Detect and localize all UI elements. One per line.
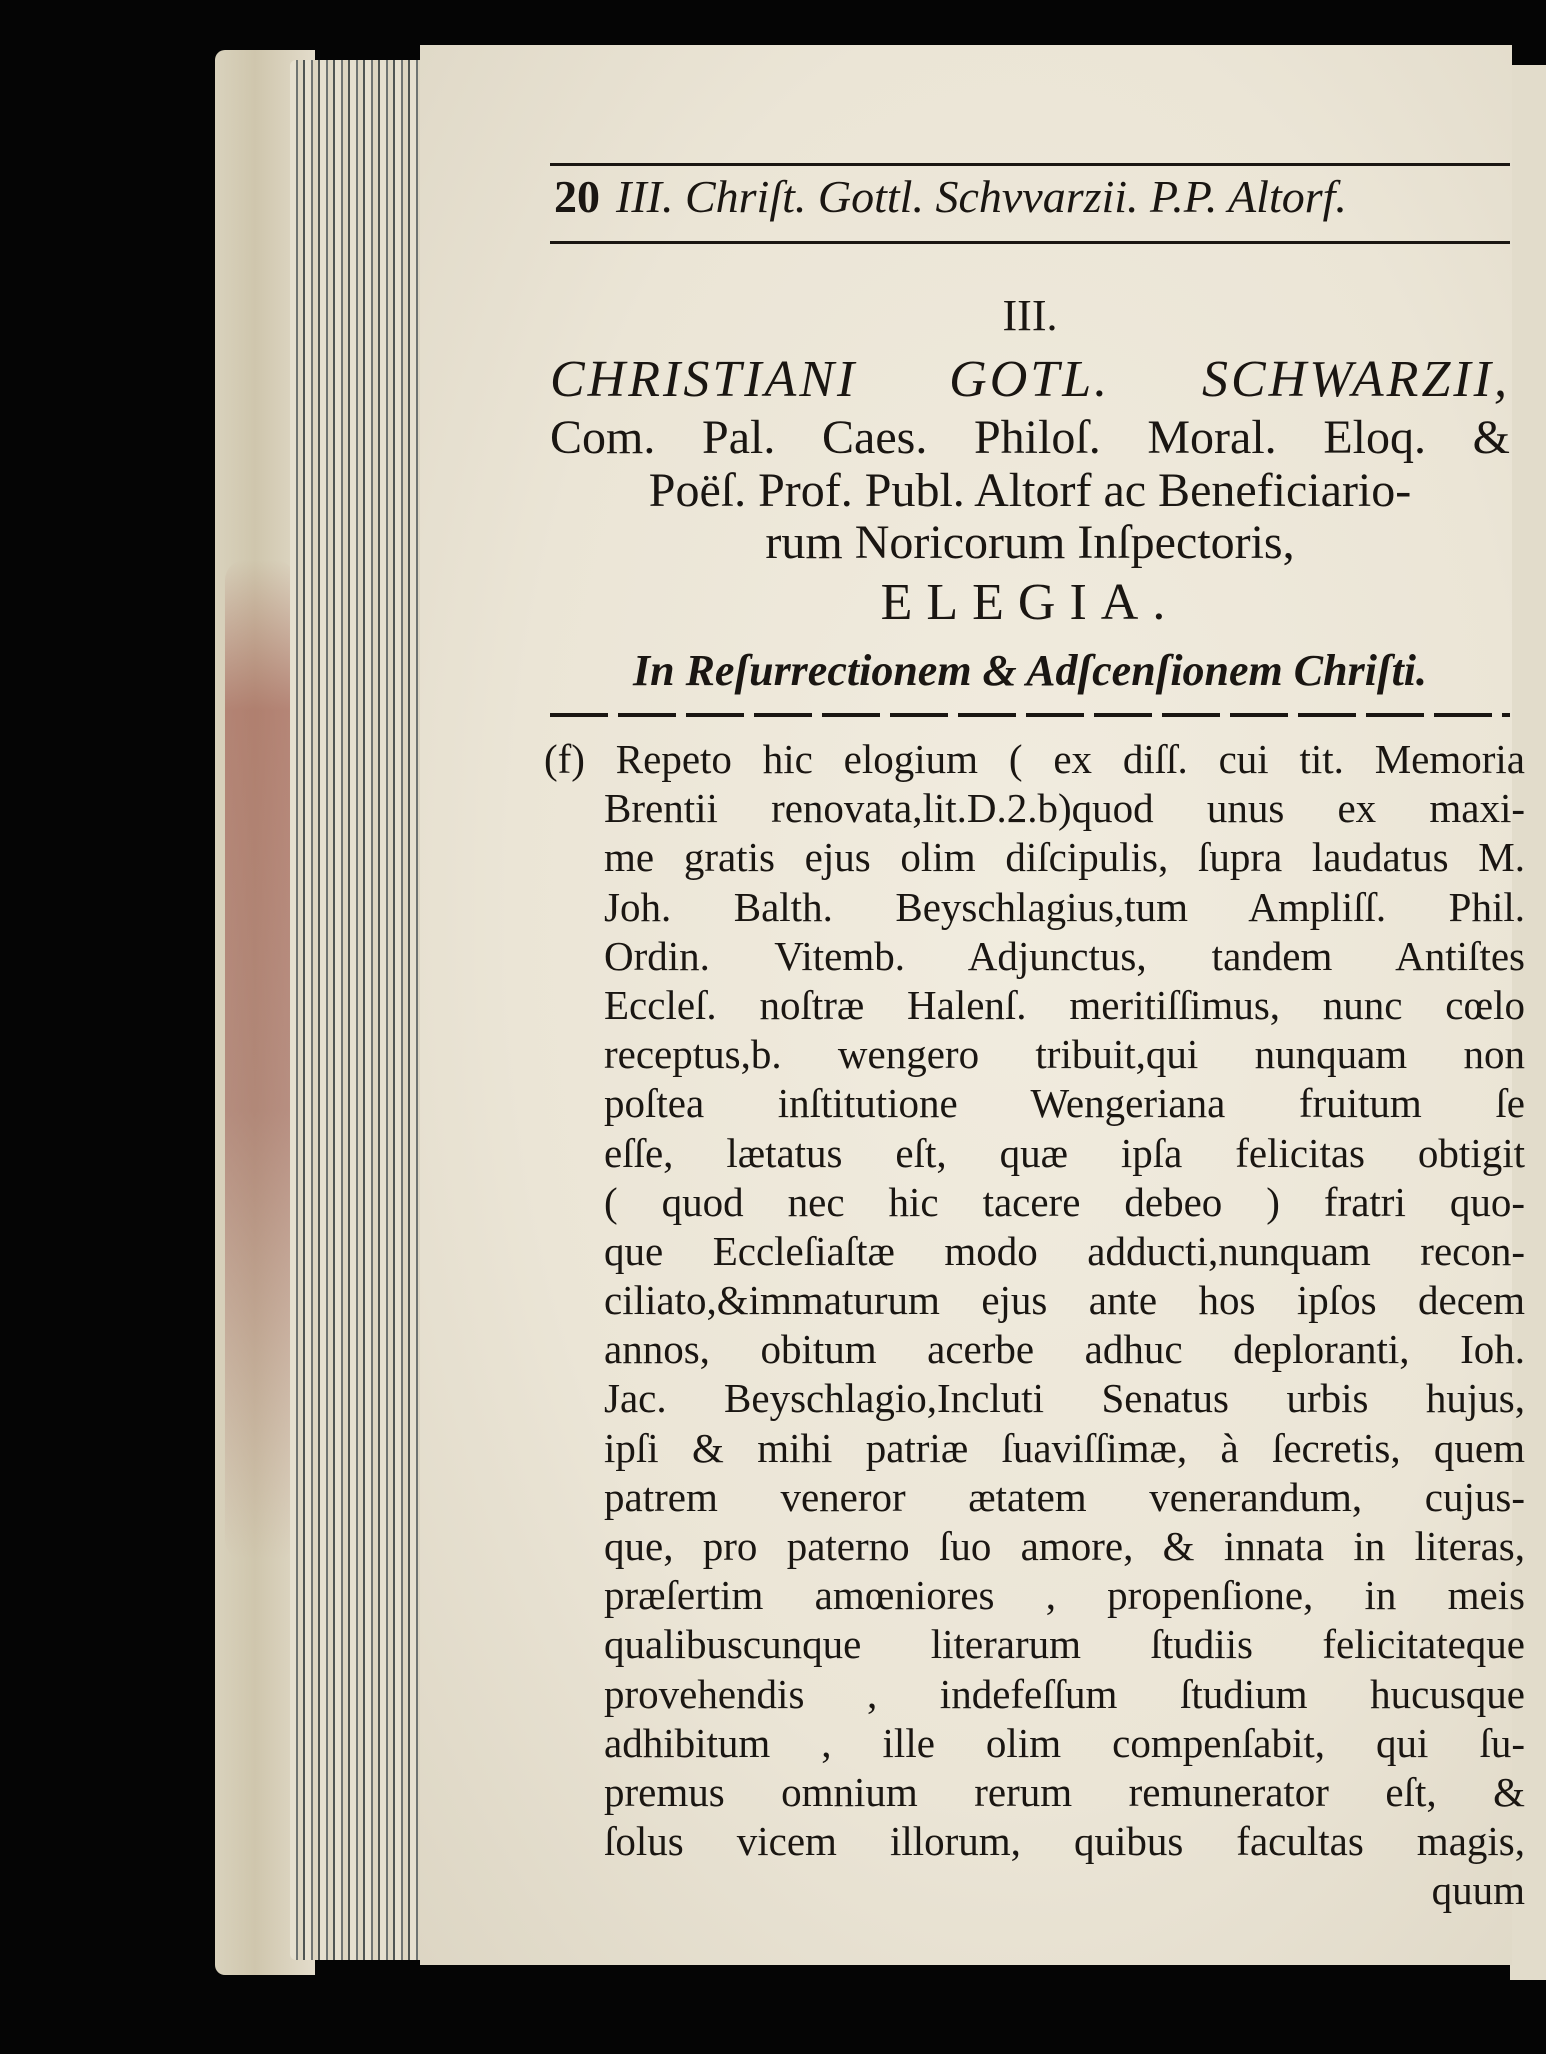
book-page: [420, 45, 1526, 1965]
footnote-marker: (f): [544, 736, 585, 782]
footnote-line: eſſe, lætatus eſt, quæ ipſa felicitas obtigit: [604, 1129, 1525, 1176]
footnote-line: annos, obitum acerbe adhuc deploranti, Ioh.: [604, 1326, 1525, 1373]
footnote-line: ſolus vicem illorum, quibus facultas magis,: [604, 1818, 1525, 1865]
catchword: quum: [1431, 1867, 1525, 1914]
footnote-line: qualibuscunque literarum ſtudiis felicitateque: [604, 1621, 1525, 1668]
footnote-line: [544, 735, 1525, 784]
top-rule: [550, 163, 1510, 166]
footnote-line-text: Repeto hic elogium ( ex diſſ. cui tit. Memoria: [615, 736, 1526, 782]
footnote-line: adhibitum , ille olim compenſabit, qui ſu-: [604, 1719, 1525, 1766]
footnote-line: receptus,b. wengero tribuit,qui nunquam non: [604, 1031, 1525, 1078]
footnote-line: Eccleſ. noſtræ Halenſ. meritiſſimus, nunc cœlo: [604, 981, 1525, 1028]
footnote-line: que, pro paterno ſuo amore, & innata in literas,: [604, 1523, 1525, 1569]
footnote: [544, 735, 1526, 1916]
poem-subject: In Reſurrectionem & Adſcenſionem Chriſti.: [632, 646, 1428, 695]
author-name: CHRISTIANI GOTL. SCHWARZII,: [550, 351, 1510, 408]
footnote-line: ( quod nec hic tacere debeo ) fratri quo-: [604, 1178, 1525, 1225]
header-underline: [550, 241, 1510, 244]
footnote-line: que Eccleſiaſtæ modo adducti,nunquam recon-: [604, 1227, 1525, 1274]
page-edges: [290, 60, 430, 1960]
footnote-line: ipſi & mihi patriæ ſuaviſſimæ, à ſecretis, quem: [604, 1424, 1525, 1471]
red-stain: [225, 560, 295, 1560]
dashed-separator: [550, 713, 1510, 717]
footnote-line: patrem veneror ætatem venerandum, cujus-: [604, 1473, 1525, 1520]
footnote-line: premus omnium rerum remunerator eſt, &: [604, 1768, 1525, 1815]
genre-title: ELEGIA.: [880, 574, 1180, 631]
footnote-line: provehendis , indefeſſum ſtudium hucusque: [604, 1670, 1525, 1717]
author-titles-line: Poëſ. Prof. Publ. Altorf ac Beneficiario-: [648, 464, 1412, 517]
running-head: [554, 170, 1504, 223]
footnote-line: Joh. Balth. Beyschlagius,tum Ampliſſ. Phil.: [604, 883, 1525, 930]
footnote-line: præſertim amœniores , propenſione, in meis: [604, 1572, 1525, 1619]
running-head-text: III. Chriſt. Gottl. Schvvarzii. P.P. Altorf.: [616, 171, 1347, 222]
footnote-line: poſtea inſtitutione Wengeriana fruitum ſe: [604, 1080, 1525, 1127]
section-numeral: III.: [1002, 291, 1058, 340]
author-titles-line: Com. Pal. Caes. Philoſ. Moral. Eloq. &: [550, 411, 1510, 464]
footnote-line: Brentii renovata,lit.D.2.b)quod unus ex maxi-: [604, 785, 1525, 832]
page-number: 20: [554, 171, 600, 222]
footnote-line: ciliato,&immaturum ejus ante hos ipſos decem: [604, 1277, 1525, 1324]
footnote-line: Jac. Beyschlagio,Incluti Senatus urbis hujus,: [604, 1375, 1525, 1422]
author-titles-line: rum Noricorum Inſpectoris,: [765, 516, 1295, 569]
footnote-line: Ordin. Vitemb. Adjunctus, tandem Antiſtes: [604, 932, 1525, 979]
footnote-line: me gratis ejus olim diſcipulis, ſupra laudatus M.: [604, 834, 1525, 881]
